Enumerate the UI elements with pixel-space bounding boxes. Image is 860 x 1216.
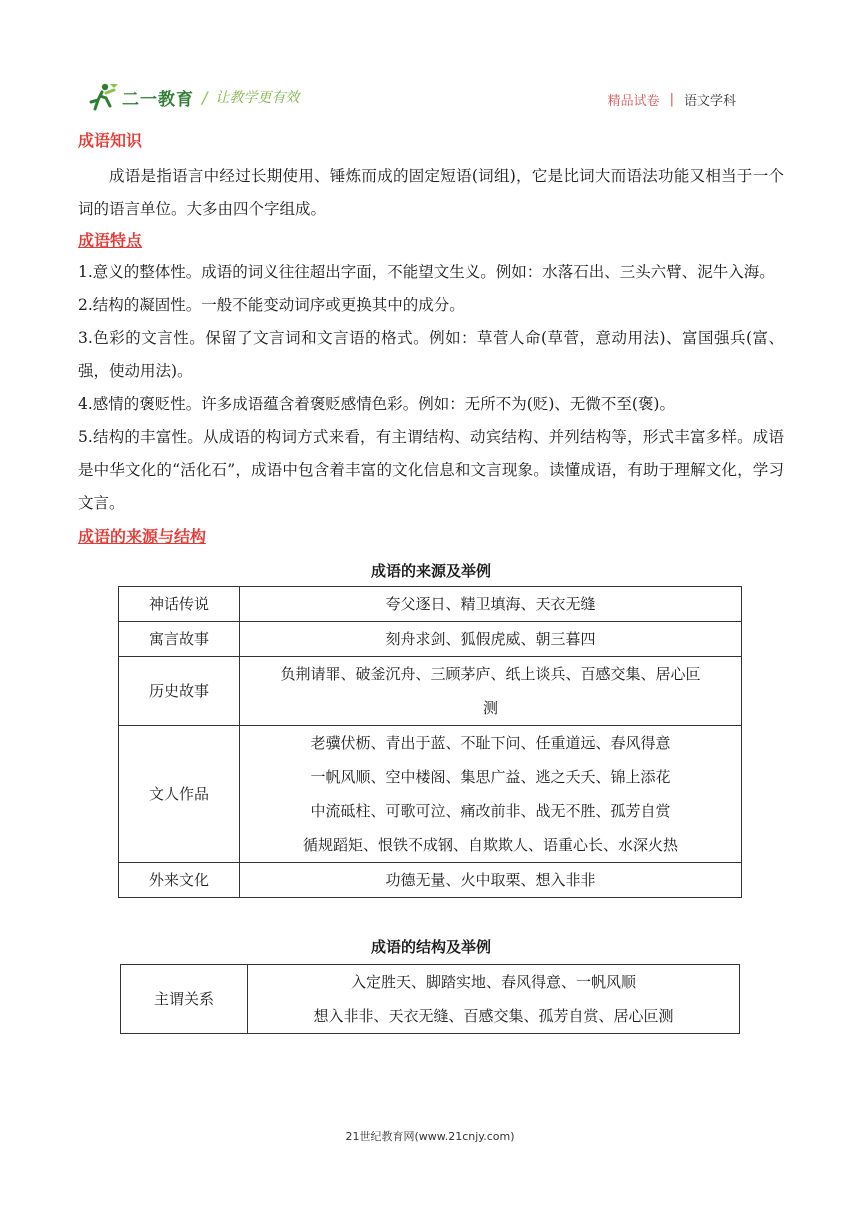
logo xyxy=(86,82,299,112)
feature-item: 4.感情的褒贬性。许多成语蕴含着褒贬感情色彩。例如：无所不为(贬)、无微不至(褒)。 xyxy=(78,395,675,413)
table-value-line: 测 xyxy=(482,699,498,717)
table-value-cell xyxy=(240,657,742,726)
table-title-source: 成语的来源及举例 xyxy=(370,562,491,580)
table-value-line: 循规蹈矩、恨铁不成钢、自欺欺人、语重心长、水深火热 xyxy=(302,836,678,854)
table-value-cell xyxy=(240,587,742,622)
feature-item: 2.结构的凝固性。一般不能变动词序或更换其中的成分。 xyxy=(78,296,465,314)
page-footer: 21世纪教育网(www.21cnjy.com) xyxy=(345,1130,515,1143)
table-value-line: 刻舟求剑、狐假虎威、朝三暮四 xyxy=(385,630,596,648)
table-row xyxy=(119,587,742,622)
table-row xyxy=(119,622,742,657)
table-value-line: 夸父逐日、精卫填海、天衣无缝 xyxy=(385,595,596,613)
table-value-cell xyxy=(240,726,742,863)
table-value-cell xyxy=(240,622,742,657)
table-value-cell xyxy=(248,965,740,1034)
table-value-line: 负荆请罪、破釜沉舟、三顾茅庐、纸上谈兵、百感交集、居心叵 xyxy=(280,665,701,683)
table-key-cell: 主谓关系 xyxy=(121,965,248,1034)
feature-item: 1.意义的整体性。成语的词义往往超出字面，不能望文生义。例如：水落石出、三头六臂、泥牛入海。 xyxy=(78,263,775,281)
logo-separator: / xyxy=(202,87,208,107)
structure-table xyxy=(120,964,740,1034)
table-key-cell: 神话传说 xyxy=(119,587,240,622)
table-value-line: 老骥伏枥、青出于蓝、不耻下问、任重道远、春风得意 xyxy=(310,734,671,752)
table-value-cell xyxy=(240,863,742,898)
section-title-source: 成语的来源与结构 xyxy=(78,527,207,546)
header-right xyxy=(608,90,736,109)
table-row xyxy=(119,726,742,863)
section-title-knowledge: 成语知识 xyxy=(78,131,143,150)
knowledge-paragraph: 成语是指语言中经过长期使用、锤炼而成的固定短语(词组)，它是比词大而语法功能又相当于一个词的语言单位。大多由四个字组成。 xyxy=(78,167,784,218)
page-header xyxy=(0,0,860,120)
table-row xyxy=(121,965,740,1034)
table-title-structure: 成语的结构及举例 xyxy=(370,938,491,956)
source-table xyxy=(118,586,742,898)
document-body xyxy=(78,126,784,1034)
table-row xyxy=(119,863,742,898)
table-key-cell: 外来文化 xyxy=(119,863,240,898)
header-tag-premium: 精品试卷 xyxy=(607,94,660,109)
table-key-cell: 寓言故事 xyxy=(119,622,240,657)
table-value-line: 功德无量、火中取栗、想入非非 xyxy=(385,871,596,889)
section-title-features: 成语特点 xyxy=(78,231,143,250)
table-key-cell: 文人作品 xyxy=(119,726,240,863)
feature-item: 5.结构的丰富性。从成语的构词方式来看，有主谓结构、动宾结构、并列结构等，形式丰富多样。成语是中华文化的“活化石”，成语中包含着丰富的文化信息和文言现象。读懂成语，有助于理解文化，学习文言。 xyxy=(78,428,784,512)
table-value-line: 入定胜天、脚踏实地、春风得意、一帆风顺 xyxy=(350,973,636,991)
table-value-line: 想入非非、天衣无缝、百感交集、孤芳自赏、居心叵测 xyxy=(313,1007,674,1025)
table-value-line: 一帆风顺、空中楼阁、集思广益、逃之夭夭、锦上添花 xyxy=(310,768,671,786)
feature-item: 3.色彩的文言性。保留了文言词和文言语的格式。例如：草菅人命(草菅，意动用法)、富国强兵(富、强，使动用法)。 xyxy=(78,329,784,380)
table-value-line: 中流砥柱、可歌可泣、痛改前非、战无不胜、孤芳自赏 xyxy=(310,802,671,820)
header-subject: 语文学科 xyxy=(683,94,736,109)
header-divider: | xyxy=(669,92,674,107)
slogan: 让教学更有效 xyxy=(215,90,300,106)
runner-logo-icon xyxy=(86,82,120,112)
table-key-cell: 历史故事 xyxy=(119,657,240,726)
table-row xyxy=(119,657,742,726)
logo-text: 二一教育 xyxy=(122,89,194,110)
